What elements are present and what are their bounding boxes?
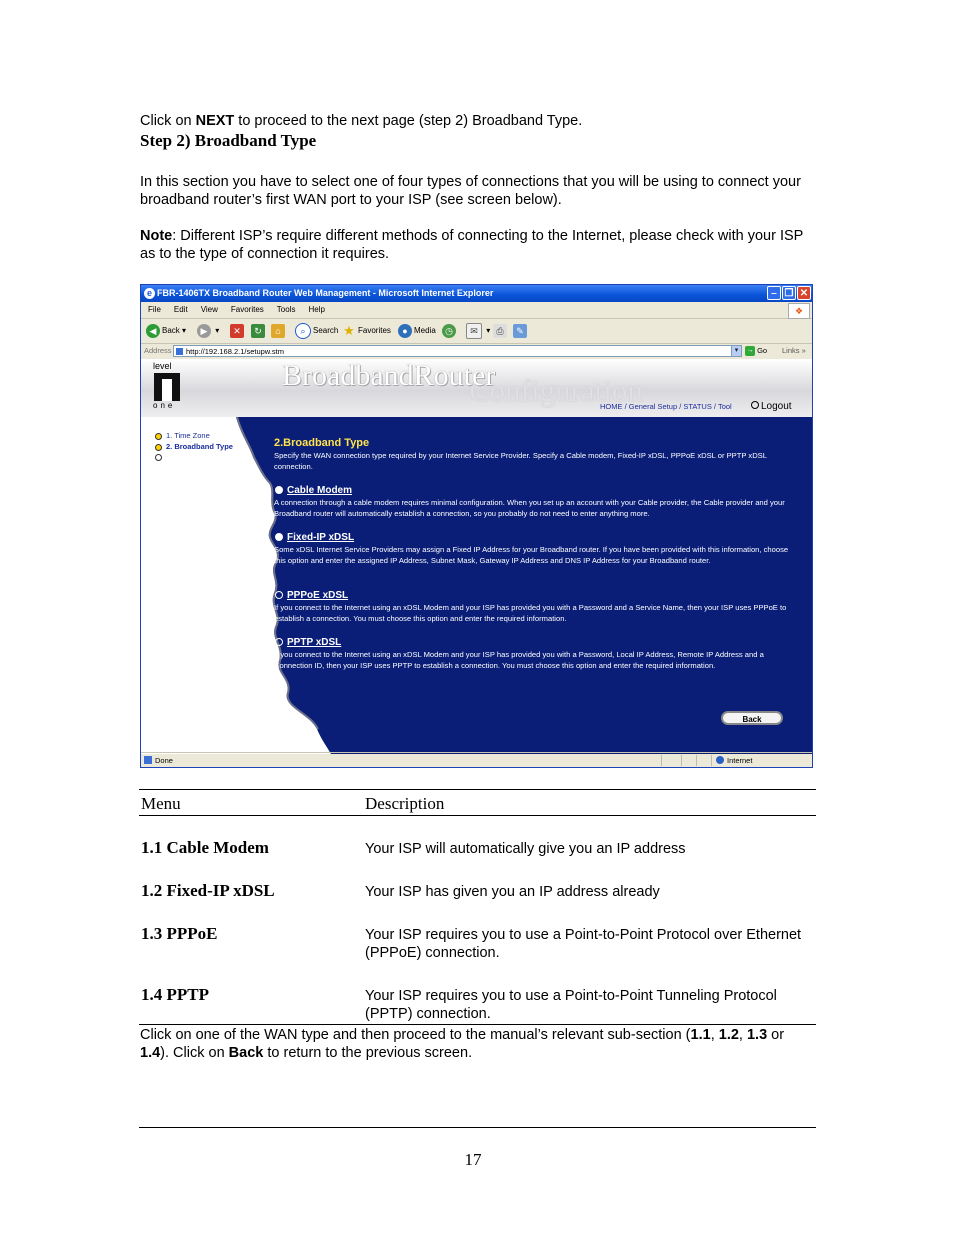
page-icon [176, 348, 183, 355]
search-label: Search [313, 326, 339, 336]
option-label: PPTP xDSL [287, 637, 342, 648]
address-label: Address [144, 346, 172, 355]
table-bottom-rule [139, 1024, 816, 1025]
windows-flag-icon: ❖ [788, 303, 810, 319]
logo-bottom-text: one [153, 401, 176, 410]
step-label: 1. Time Zone [166, 431, 210, 440]
table-header-rule [139, 815, 816, 816]
menu-favorites[interactable]: Favorites [230, 305, 264, 314]
outro-text: , [710, 1027, 719, 1043]
table-row-menu: 1.2 Fixed-IP xDSL [141, 881, 275, 900]
step-label: 2. Broadband Type [166, 442, 233, 451]
outro-text: Click on one of the WAN type and then proceed to the manual’s relevant sub-section ( [140, 1027, 691, 1043]
option-pptp-desc: If you connect to the Internet using an xDSL Modem and your ISP has provided you with a Password, Local IP Address, Remote IP Address and a Connection ID, then your ISP uses PPTP to establish a connection. You must choose this option and enter the required information. [274, 650, 764, 670]
router-header [141, 359, 813, 417]
radio-icon [275, 533, 283, 541]
table-row-menu: 1.4 PPTP [141, 985, 209, 1004]
step-bullet-icon [155, 454, 162, 461]
edit-icon: ✎ [513, 324, 527, 338]
media-label: Media [414, 326, 436, 335]
outro-paragraph [140, 1026, 815, 1062]
go-label: Go [757, 346, 768, 355]
status-divider [661, 755, 662, 766]
step-heading: Step 2) Broadband Type [140, 131, 317, 150]
note-label: Note [140, 228, 173, 244]
zone-text: Internet [727, 756, 753, 765]
status-divider [681, 755, 682, 766]
page-number: 17 [464, 1150, 482, 1169]
menu-bar [141, 302, 812, 319]
home-button[interactable] [271, 323, 287, 339]
address-dropdown-icon[interactable]: ▾ [731, 345, 742, 357]
note-paragraph [140, 227, 815, 263]
mail-icon: ✉ [466, 323, 482, 339]
browser-window [140, 284, 813, 768]
favorites-button[interactable] [342, 323, 391, 339]
address-bar [141, 343, 812, 359]
refresh-button[interactable] [251, 323, 267, 339]
next-keyword: NEXT [195, 113, 235, 129]
history-icon: ◷ [442, 324, 456, 338]
forward-arrow-icon: ▶ [197, 324, 211, 338]
option-pptp[interactable] [275, 637, 341, 648]
table-row-menu: 1.3 PPPoE [141, 924, 218, 943]
menu-view[interactable]: View [200, 305, 218, 314]
brand-title: BroadbandRouter [282, 359, 496, 392]
outro-bold: 1.1 [690, 1027, 711, 1043]
title-bar [141, 285, 812, 302]
menu-help[interactable]: Help [308, 305, 325, 314]
menu-edit[interactable]: Edit [173, 305, 188, 314]
logout-radio-icon [751, 401, 759, 409]
step-bullet-icon [155, 433, 162, 440]
media-button[interactable] [398, 323, 436, 339]
outro-text: to return to the previous screen. [263, 1045, 473, 1061]
logo-block [154, 373, 180, 401]
refresh-icon: ↻ [251, 324, 265, 338]
step-time-zone[interactable] [155, 431, 210, 441]
links-label: Links [782, 346, 800, 355]
menu-tools[interactable]: Tools [276, 305, 296, 314]
table-header-menu: Menu [141, 794, 181, 813]
page-done-icon [144, 756, 152, 764]
close-button[interactable]: ✕ [797, 286, 811, 300]
status-divider [711, 755, 712, 766]
stop-button[interactable] [230, 323, 246, 339]
status-divider [696, 755, 697, 766]
table-top-rule [139, 789, 816, 790]
intro-line [140, 112, 582, 130]
table-row-desc: Your ISP requires you to use a Point-to-Point Protocol over Ethernet (PPPoE) connection. [365, 927, 802, 961]
outro-text: , [738, 1027, 747, 1043]
outro-bold: Back [228, 1045, 264, 1061]
edit-button[interactable] [513, 323, 529, 339]
note-text: : Different ISP’s require different methods of connecting to the Internet, please check with your ISP as to the type of connection it requires. [140, 228, 804, 262]
intro-text-suffix: to proceed to the next page (step 2) Broadband Type. [234, 113, 583, 129]
outro-bold: 1.4 [140, 1045, 161, 1061]
mail-button[interactable]: ✉ ▾ [466, 323, 490, 339]
links-button[interactable]: Links » [782, 346, 806, 355]
table-row-desc: Your ISP will automatically give you an IP address [365, 841, 686, 857]
section-title: 2.Broadband Type [274, 437, 370, 449]
option-pppoe-desc: If you connect to the Internet using an xDSL Modem and your ISP has provided you with a Password and a Service Name, then your ISP uses PPPoE to establish a connection. You must choose this option and enter the required information. [274, 603, 787, 623]
address-value: http://192.168.2.1/setupw.stm [186, 347, 284, 356]
forward-button[interactable]: ▶ ▾ [197, 323, 219, 339]
internet-zone-icon [716, 756, 724, 764]
router-page [141, 359, 813, 754]
search-icon: ⌕ [295, 323, 311, 339]
nav-links[interactable]: HOME / General Setup / STATUS / Tool [600, 402, 732, 411]
levelone-logo [153, 361, 183, 413]
radio-icon [275, 638, 283, 646]
option-label: Cable Modem [287, 485, 353, 496]
outro-text: ). Click on [160, 1045, 229, 1061]
option-label: Fixed-IP xDSL [287, 532, 355, 543]
media-icon: ● [398, 324, 412, 338]
home-icon: ⌂ [271, 324, 285, 338]
step-broadband-type[interactable] [155, 442, 233, 452]
option-label: PPPoE xDSL [287, 590, 349, 601]
back-arrow-icon: ◀ [146, 324, 160, 338]
outro-text: or [767, 1027, 785, 1043]
table-row-menu: 1.1 Cable Modem [141, 838, 269, 857]
option-cable-modem[interactable] [275, 485, 352, 496]
step-ip-address-info[interactable] [155, 452, 225, 462]
option-fixed-ip-desc: Some xDSL Internet Service Providers may assign a Fixed IP Address for your Broadband router. If you have been provided with this information, choose this option and enter the assigned IP Address, Subnet Mask, Gateway IP Address and DNS IP Address for your Broadband router. [274, 545, 789, 565]
ie-icon: e [144, 288, 155, 299]
back-button[interactable]: Back [721, 711, 783, 725]
maximize-button[interactable]: ❐ [782, 286, 796, 300]
option-pppoe[interactable] [275, 590, 348, 601]
option-cable-modem-desc: A connection through a cable modem requires minimal configuration. When you set up an account with your Cable provider, the Cable provider and your Broadband router will automatically establish a connection, so you probably do not need to enter anything more. [274, 498, 785, 518]
status-text: Done [155, 756, 173, 765]
step-bullet-icon [155, 444, 162, 451]
table-header-description: Description [365, 794, 445, 813]
minimize-button[interactable]: – [767, 286, 781, 300]
radio-icon [275, 591, 283, 599]
back-toolbar-button[interactable]: ◀ Back ▾ [146, 323, 186, 339]
option-fixed-ip[interactable] [275, 532, 354, 543]
history-button[interactable] [442, 323, 458, 339]
stop-icon: ✕ [230, 324, 244, 338]
logo-top-text: level [153, 361, 172, 371]
table-row-desc: Your ISP requires you to use a Point-to-Point Tunneling Protocol (PPTP) connection. [365, 988, 777, 1022]
window-title: FBR-1406TX Broadband Router Web Management - Microsoft Internet Explorer [157, 288, 494, 298]
table-row-desc: Your ISP has given you an IP address already [365, 884, 660, 900]
brand-subtitle: Configuration [469, 373, 643, 408]
menu-file[interactable]: File [148, 305, 161, 314]
logout-link[interactable] [751, 401, 792, 412]
back-label: Back [162, 326, 180, 335]
address-input[interactable] [173, 345, 739, 357]
footer-rule [139, 1127, 816, 1128]
toolbar [141, 319, 812, 344]
favorites-star-icon: ★ [343, 322, 355, 338]
intro-text: Click on [140, 113, 196, 129]
print-button[interactable] [493, 323, 509, 339]
intro-paragraph: In this section you have to select one of four types of connections that you will be using to connect your broadband router’s first WAN port to your ISP (see screen below). [140, 174, 801, 208]
outro-bold: 1.2 [718, 1027, 739, 1043]
logout-label: Logout [761, 401, 792, 412]
search-button[interactable] [295, 323, 338, 339]
print-icon: ⎙ [493, 324, 507, 338]
go-arrow-icon: → [746, 347, 754, 355]
outro-bold: 1.3 [746, 1027, 768, 1043]
go-button[interactable] [745, 343, 767, 359]
radio-selected-icon [275, 486, 283, 494]
section-description: Specify the WAN connection type required by your Internet Service Provider. Specify a Cable modem, Fixed-IP xDSL, PPPoE xDSL or PPTP xDSL connection. [274, 451, 767, 471]
status-bar [141, 752, 812, 768]
step-label: 3. IP Address Info [166, 452, 226, 461]
favorites-label: Favorites [358, 326, 391, 335]
